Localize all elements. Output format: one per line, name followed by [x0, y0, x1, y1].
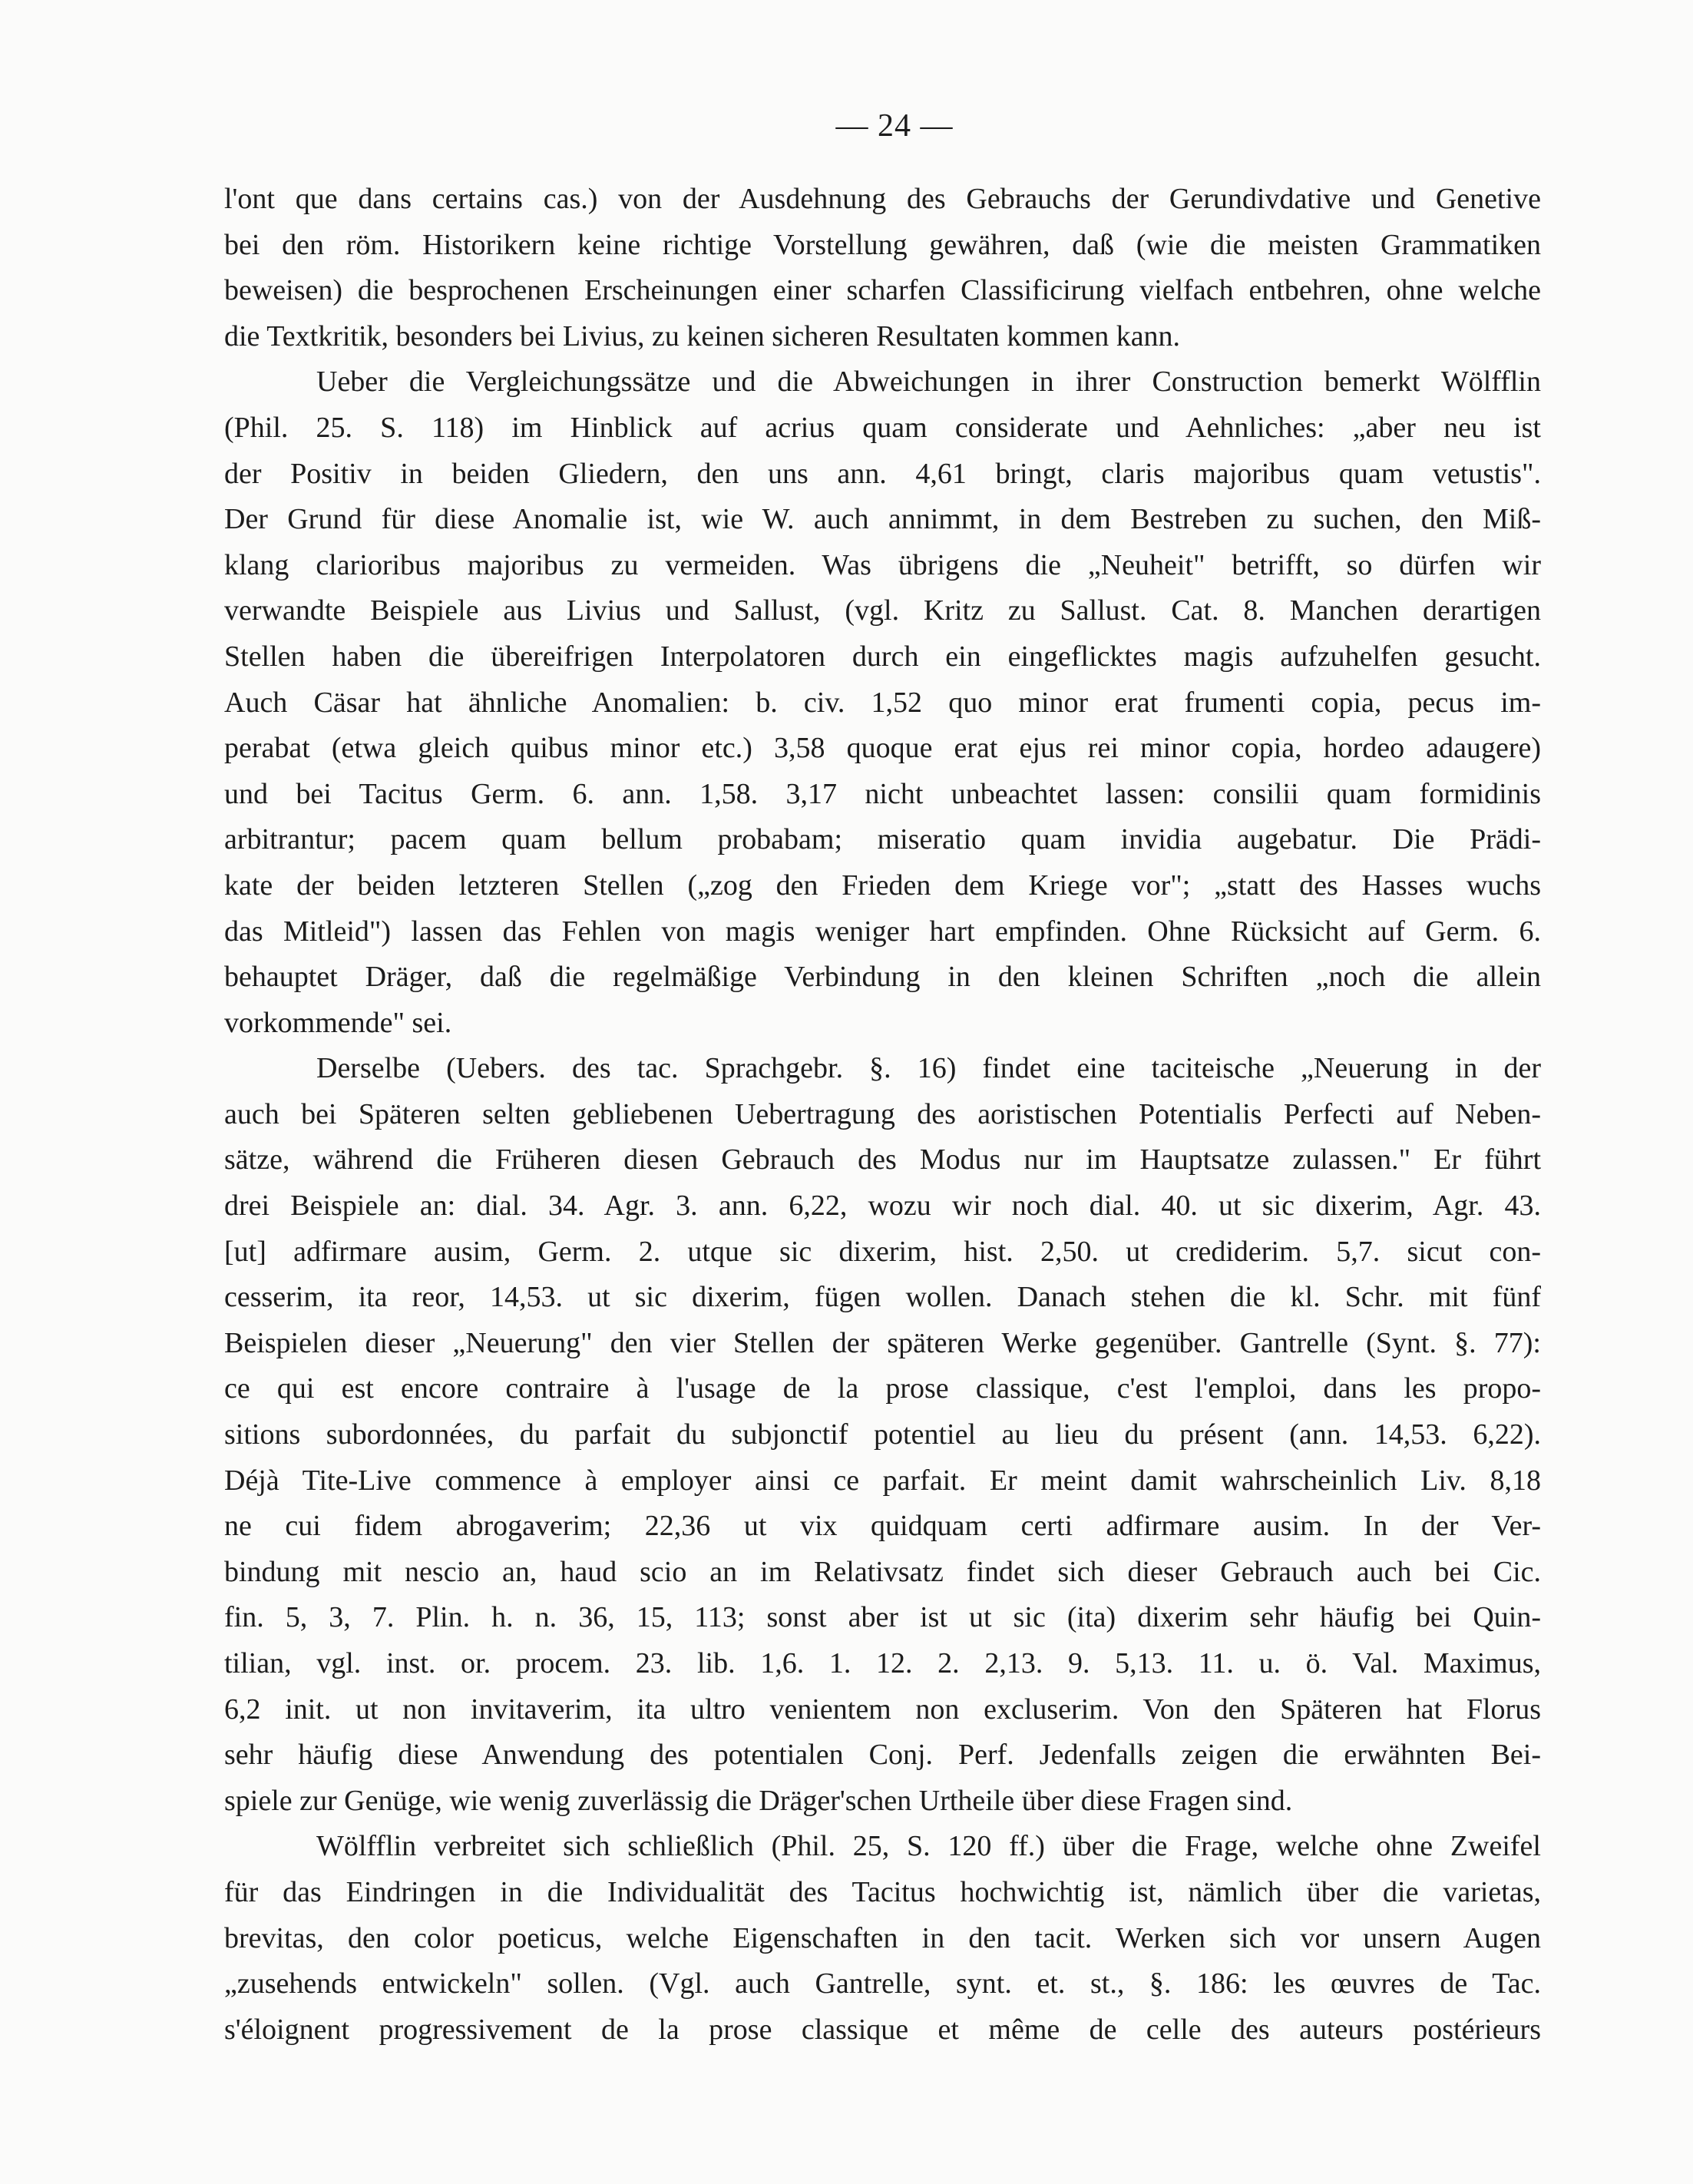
text-line: l'ont que dans certains cas.) von der Ausdehnung des Gebrauchs der Gerundivdative und Genetive — [224, 183, 1541, 215]
paragraph-start-line: Ueber die Vergleichungssätze und die Abweichungen in ihrer Construction bemerkt Wölfflin — [316, 366, 1541, 399]
text-line: die Textkritik, besonders bei Livius, zu keinen sicheren Resultaten kommen kann. — [224, 319, 1181, 352]
text-line: klang clarioribus majoribus zu vermeiden. Was übrigens die „Neuheit" betrifft, so dürfen wir — [224, 548, 1541, 581]
text-line: auch bei Späteren selten gebliebenen Uebertragung des aoristischen Potentialis Perfecti auf Neben- — [224, 1097, 1541, 1130]
text-line: Der Grund für diese Anomalie ist, wie W. auch annimmt, in dem Bestreben zu suchen, den Miß- — [224, 503, 1541, 536]
page-number: — 24 — — [835, 108, 954, 144]
text-line: vorkommende" sei. — [224, 1006, 452, 1039]
text-line: Stellen haben die übereifrigen Interpolatoren durch ein eingeflicktes magis aufzuhelfen gesucht. — [224, 640, 1541, 673]
text-line: Auch Cäsar hat ähnliche Anomalien: b. civ. 1,52 quo minor erat frumenti copia, pecus im- — [224, 686, 1541, 719]
text-line: sätze, während die Früheren diesen Gebrauch des Modus nur im Hauptsatze zulassen." Er führt — [224, 1143, 1541, 1176]
text-line: das Mitleid") lassen das Fehlen von magis weniger hart empfinden. Ohne Rücksicht auf Germ. 6. — [224, 915, 1541, 948]
text-line: tilian, vgl. inst. or. procem. 23. lib. 1,6. 1. 12. 2. 2,13. 9. 5,13. 11. u. ö. Val. Maximus, — [224, 1647, 1541, 1679]
text-line: bindung mit nescio an, haud scio an im Relativsatz findet sich dieser Gebrauch auch bei Cic. — [224, 1555, 1541, 1588]
text-line: cesserim, ita reor, 14,53. ut sic dixerim, fügen wollen. Danach stehen die kl. Schr. mit fünf — [224, 1281, 1541, 1314]
text-line: sehr häufig diese Anwendung des potentialen Conj. Perf. Jedenfalls zeigen die erwähnten Bei- — [224, 1739, 1541, 1772]
text-line: Beispielen dieser „Neuerung" den vier Stellen der späteren Werke gegenüber. Gantrelle (Synt. §. 77): — [224, 1326, 1541, 1359]
text-line: s'éloignent progressivement de la prose classique et même de celle des auteurs postérieurs — [224, 2013, 1541, 2046]
text-line: beweisen) die besprochenen Erscheinungen einer scharfen Classificirung vielfach entbehren, ohne welche — [224, 274, 1541, 307]
text-line: (Phil. 25. S. 118) im Hinblick auf acrius quam considerate und Aehnliches: „aber neu ist — [224, 411, 1541, 444]
text-line: 6,2 init. ut non invitaverim, ita ultro venientem non excluserim. Von den Späteren hat Florus — [224, 1693, 1541, 1726]
text-line: kate der beiden letzteren Stellen („zog den Frieden dem Kriege vor"; „statt des Hasses wuchs — [224, 869, 1541, 902]
text-line: Déjà Tite-Live commence à employer ainsi ce parfait. Er meint damit wahrscheinlich Liv. 8,18 — [224, 1464, 1541, 1497]
text-line: spiele zur Genüge, wie wenig zuverlässig die Dräger'schen Urtheile über diese Fragen sind. — [224, 1784, 1293, 1817]
text-line: verwandte Beispiele aus Livius und Sallust, (vgl. Kritz zu Sallust. Cat. 8. Manchen derartigen — [224, 594, 1541, 627]
text-line: und bei Tacitus Germ. 6. ann. 1,58. 3,17 nicht unbeachtet lassen: consilii quam formidinis — [224, 777, 1541, 810]
text-line: drei Beispiele an: dial. 34. Agr. 3. ann. 6,22, wozu wir noch dial. 40. ut sic dixerim, Agr. 43. — [224, 1190, 1541, 1223]
text-line: perabat (etwa gleich quibus minor etc.) 3,58 quoque erat ejus rei minor copia, hordeo adaugere) — [224, 732, 1541, 765]
text-line: brevitas, den color poeticus, welche Eigenschaften in den tacit. Werken sich vor unsern Augen — [224, 1921, 1541, 1954]
paragraph-start-line: Wölfflin verbreitet sich schließlich (Phil. 25, S. 120 ff.) über die Frage, welche ohne Zweifel — [316, 1830, 1541, 1863]
text-line: sitions subordonnées, du parfait du subjonctif potentiel au lieu du présent (ann. 14,53. 6,22). — [224, 1418, 1541, 1451]
text-line: fin. 5, 3, 7. Plin. h. n. 36, 15, 113; sonst aber ist ut sic (ita) dixerim sehr häufig bei Quin- — [224, 1601, 1541, 1634]
text-line: arbitrantur; pacem quam bellum probabam; miseratio quam invidia augebatur. Die Prädi- — [224, 823, 1541, 856]
text-line: der Positiv in beiden Gliedern, den uns ann. 4,61 bringt, claris majoribus quam vetustis". — [224, 457, 1541, 490]
body-text — [224, 177, 1541, 2053]
text-line: ce qui est encore contraire à l'usage de la prose classique, c'est l'emploi, dans les propo- — [224, 1372, 1541, 1405]
text-line: [ut] adfirmare ausim, Germ. 2. utque sic dixerim, hist. 2,50. ut crediderim. 5,7. sicut con- — [224, 1235, 1541, 1268]
text-line: ne cui fidem abrogaverim; 22,36 ut vix quidquam certi adfirmare ausim. In der Ver- — [224, 1510, 1541, 1543]
text-line: für das Eindringen in die Individualität des Tacitus hochwichtig ist, nämlich über die varietas, — [224, 1875, 1541, 1908]
text-line: behauptet Dräger, daß die regelmäßige Verbindung in den kleinen Schriften „noch die allein — [224, 961, 1541, 994]
text-line: bei den röm. Historikern keine richtige Vorstellung gewähren, daß (wie die meisten Grammatiken — [224, 228, 1541, 261]
text-line: „zusehends entwickeln" sollen. (Vgl. auch Gantrelle, synt. et. st., §. 186: les œuvres de Tac. — [224, 1967, 1541, 2000]
paragraph-start-line: Derselbe (Uebers. des tac. Sprachgebr. §. 16) findet eine taciteische „Neuerung in der — [316, 1052, 1541, 1085]
